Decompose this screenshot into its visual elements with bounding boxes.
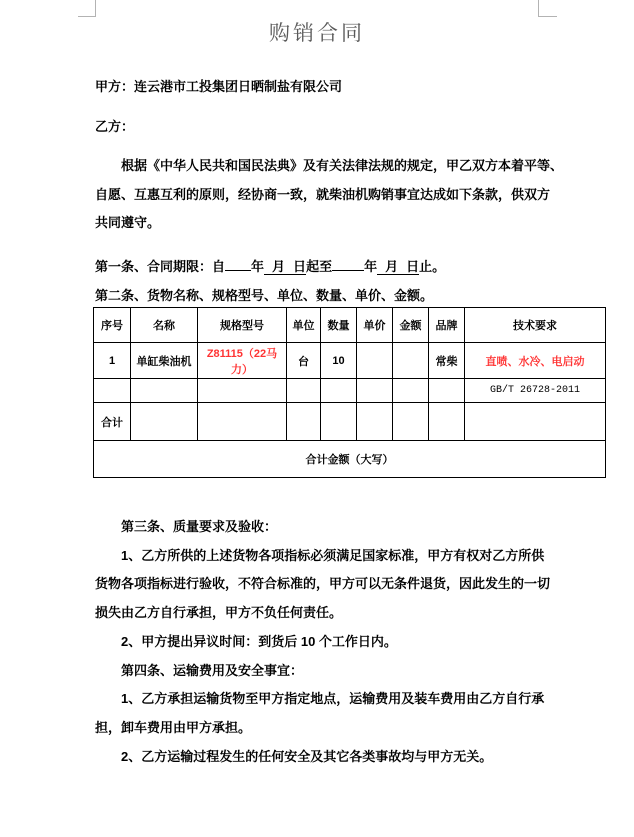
terms-line: 1、乙方承担运输货物至甲方指定地点，运输费用及装车费用由乙方自行承 [121, 691, 545, 707]
preamble-line: 自愿、互惠互利的原则，经协商一致，就柴油机购销事宜达成如下条款，供双方 [95, 186, 551, 202]
cell-amount [393, 343, 429, 379]
article-4-heading: 第四条、运输费用及安全事宜： [121, 662, 304, 678]
header-amount: 金额 [393, 308, 429, 343]
crop-mark-top-right-vertical [538, 0, 539, 16]
cell-unit: 台 [287, 343, 321, 379]
crop-mark-top-left-horizontal [78, 16, 96, 17]
empty-cell [198, 403, 287, 441]
empty-cell [94, 379, 131, 403]
terms-line: 1、乙方所供的上述货物各项指标必须满足国家标准，甲方有权对乙方所供 [121, 547, 545, 563]
cell-spec: Z81115（22马力） [198, 343, 287, 379]
party-a-line: 甲方：连云港市工投集团日晒制盐有限公司 [95, 79, 343, 94]
month-blank-field: 月 [264, 259, 293, 275]
year-blank-field [332, 255, 364, 271]
cell-seq: 1 [94, 343, 131, 379]
month-blank-field: 月 [377, 259, 406, 275]
table-row-subtotal [94, 403, 606, 441]
year-blank-field [225, 255, 251, 271]
empty-cell [287, 403, 321, 441]
preamble-paragraph [95, 152, 563, 238]
header-unit-price: 单价 [357, 308, 393, 343]
crop-mark-top-right-horizontal [538, 16, 557, 17]
crop-mark-top-left-vertical [95, 0, 96, 16]
empty-cell [393, 379, 429, 403]
table-row-standard [94, 379, 606, 403]
empty-cell [429, 379, 465, 403]
cell-name: 单缸柴油机 [131, 343, 198, 379]
empty-cell [321, 379, 357, 403]
cell-tech: 直喷、水冷、电启动 [465, 343, 606, 379]
terms-line: 2、甲方提出异议时间：到货后 10 个工作日内。 [121, 633, 397, 649]
empty-cell [357, 403, 393, 441]
cell-standard: GB/T 26728-2011 [465, 379, 606, 403]
article-1-mid: 起至 [306, 259, 333, 274]
article-1-end: 止。 [419, 259, 446, 274]
empty-cell [357, 379, 393, 403]
cell-subtotal-label: 合计 [94, 403, 131, 441]
document-title: 购销合同 [269, 21, 365, 45]
article-1-contract-period [95, 252, 445, 281]
empty-cell [429, 403, 465, 441]
preamble-line: 共同遵守。 [95, 215, 161, 231]
cell-total-label: 合计金额（大写） [94, 441, 606, 478]
cell-qty: 10 [321, 343, 357, 379]
article-2-heading: 第二条、货物名称、规格型号、单位、数量、单价、金额。 [95, 288, 434, 303]
day-blank-field: 日 [293, 259, 307, 274]
cell-unit-price [357, 343, 393, 379]
header-spec: 规格型号 [198, 308, 287, 343]
terms-line: 2、乙方运输过程发生的任何安全及其它各类事故均与甲方无关。 [121, 748, 493, 764]
terms-line: 担，卸车费用由甲方承担。 [95, 719, 252, 735]
day-blank-field: 日 [406, 259, 420, 274]
header-name: 名称 [131, 308, 198, 343]
article-3-heading: 第三条、质量要求及验收： [121, 519, 278, 534]
empty-cell [393, 403, 429, 441]
header-tech: 技术要求 [465, 308, 606, 343]
header-qty: 数量 [321, 308, 357, 343]
terms-line: 损失由乙方自行承担，甲方不负任何责任。 [95, 605, 343, 621]
empty-cell [131, 403, 198, 441]
header-unit: 单位 [287, 308, 321, 343]
year-label: 年 [364, 259, 378, 274]
year-label: 年 [251, 259, 265, 274]
empty-cell [131, 379, 198, 403]
terms-paragraphs [95, 513, 550, 771]
cell-brand: 常柴 [429, 343, 465, 379]
empty-cell [465, 403, 606, 441]
terms-line: 货物各项指标进行验收，不符合标准的，甲方可以无条件退货，因此发生的一切 [95, 576, 551, 592]
table-header-row [94, 308, 606, 343]
goods-table [93, 307, 606, 478]
party-b-line: 乙方： [95, 119, 135, 134]
header-seq: 序号 [94, 308, 131, 343]
table-row-item [94, 343, 606, 379]
table-row-total [94, 441, 606, 478]
empty-cell [321, 403, 357, 441]
empty-cell [287, 379, 321, 403]
article-1-prefix: 第一条、合同期限：自 [95, 259, 226, 274]
header-brand: 品牌 [429, 308, 465, 343]
empty-cell [198, 379, 287, 403]
preamble-line: 根据《中华人民共和国民法典》及有关法律法规的规定，甲乙双方本着平等、 [121, 158, 564, 173]
